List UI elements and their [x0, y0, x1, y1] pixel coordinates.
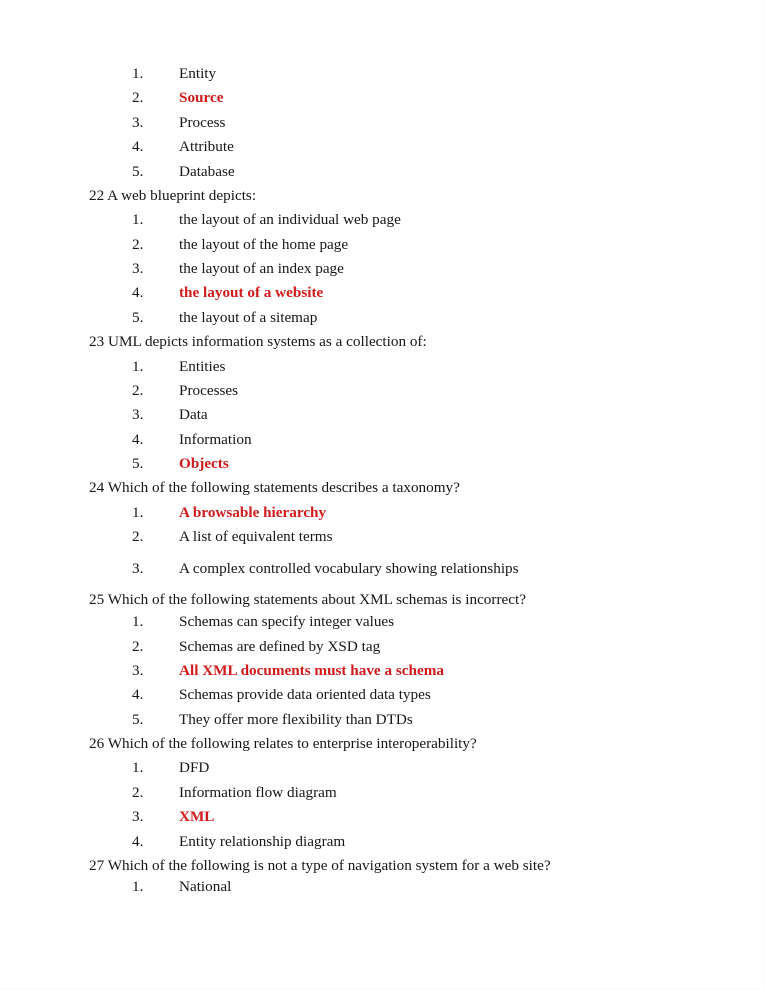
option-row[interactable]	[89, 428, 689, 452]
option-number: 1.	[132, 613, 144, 631]
option-number: 5.	[132, 308, 144, 326]
question-text: Which of the following statements about XML schemas is incorrect?	[107, 591, 526, 609]
option-row[interactable]	[89, 257, 689, 281]
question-text: UML depicts information systems as a collection of:	[107, 333, 427, 351]
question-number: 23	[89, 333, 105, 351]
option-number: 4.	[132, 138, 144, 156]
option-row[interactable]	[89, 708, 689, 732]
option-text: the layout of the home page	[179, 235, 349, 253]
option-text: Entity relationship diagram	[179, 832, 346, 850]
option-text: They offer more flexibility than DTDs	[179, 710, 413, 728]
option-row-correct[interactable]	[89, 281, 689, 305]
question-number: 22	[89, 186, 105, 204]
question-text: Which of the following relates to enterprise interoperability?	[107, 735, 477, 753]
option-text: Entity	[179, 65, 217, 82]
question-number: 24	[89, 479, 105, 497]
option-list	[89, 610, 689, 732]
option-number: 4.	[132, 284, 144, 302]
option-number: 3.	[132, 260, 144, 278]
option-text: Information	[179, 430, 252, 448]
question-heading	[89, 732, 689, 756]
option-row[interactable]	[89, 781, 689, 805]
option-text: Schemas are defined by XSD tag	[179, 637, 381, 655]
option-number: 3.	[132, 113, 144, 131]
question-heading	[89, 476, 689, 500]
option-text: Objects	[179, 455, 229, 473]
option-row[interactable]	[89, 306, 689, 330]
option-text: Attribute	[179, 138, 234, 156]
option-row[interactable]	[89, 635, 689, 659]
option-number: 1.	[132, 211, 144, 229]
option-row[interactable]	[89, 830, 689, 854]
option-number: 4.	[132, 686, 144, 704]
option-text: the layout of a website	[179, 284, 324, 302]
option-text: A complex controlled vocabulary showing relationships	[179, 560, 519, 578]
question-sheet-body	[89, 62, 689, 895]
option-number: 1.	[132, 759, 144, 777]
option-row[interactable]	[89, 135, 689, 159]
question-text: A web blueprint depicts:	[107, 186, 257, 204]
option-number: 2.	[132, 235, 144, 253]
option-number: 2.	[132, 783, 144, 801]
option-list	[89, 208, 689, 330]
option-number: 2.	[132, 528, 144, 546]
option-number: 3.	[132, 808, 144, 826]
option-number: 1.	[132, 357, 144, 375]
option-list	[89, 355, 689, 477]
option-number: 4.	[132, 430, 144, 448]
option-number: 1.	[132, 65, 144, 82]
option-row[interactable]	[89, 111, 689, 135]
option-row[interactable]	[89, 610, 689, 634]
option-row-correct[interactable]	[89, 86, 689, 110]
option-number: 5.	[132, 710, 144, 728]
option-number: 3.	[132, 661, 144, 679]
option-number: 3.	[132, 560, 144, 578]
option-row[interactable]	[89, 683, 689, 707]
option-text: A browsable hierarchy	[179, 503, 327, 521]
option-row[interactable]	[89, 355, 689, 379]
option-text: the layout of a sitemap	[179, 308, 318, 326]
option-row[interactable]	[89, 379, 689, 403]
option-text: Schemas provide data oriented data types	[179, 686, 431, 704]
option-text: Data	[179, 406, 208, 424]
option-text: XML	[179, 808, 215, 826]
option-number: 5.	[132, 455, 144, 473]
option-row[interactable]	[89, 403, 689, 427]
question-number: 27	[89, 856, 105, 874]
option-text: Source	[179, 89, 224, 107]
question-number: 25	[89, 591, 105, 609]
option-row-correct[interactable]	[89, 452, 689, 476]
option-row[interactable]	[89, 525, 689, 549]
option-number: 2.	[132, 381, 144, 399]
option-number: 2.	[132, 637, 144, 655]
option-text: DFD	[179, 759, 210, 777]
option-row[interactable]	[89, 160, 689, 184]
option-row-correct[interactable]	[89, 501, 689, 525]
option-row[interactable]	[89, 208, 689, 232]
option-text: Processes	[179, 381, 239, 399]
option-list	[89, 878, 689, 895]
option-row[interactable]	[89, 878, 689, 895]
option-row[interactable]	[89, 62, 689, 86]
option-row[interactable]	[89, 756, 689, 780]
option-list	[89, 501, 689, 589]
option-text: Schemas can specify integer values	[179, 613, 395, 631]
option-text: Process	[179, 113, 226, 131]
option-text: Database	[179, 162, 235, 180]
option-text: the layout of an index page	[179, 260, 344, 278]
question-text: Which of the following is not a type of navigation system for a web site?	[107, 856, 551, 874]
option-text: All XML documents must have a schema	[179, 661, 444, 679]
option-row[interactable]	[89, 233, 689, 257]
question-text: Which of the following statements describes a taxonomy?	[107, 479, 460, 497]
option-text: the layout of an individual web page	[179, 211, 401, 229]
option-text: National	[179, 878, 232, 896]
option-number: 1.	[132, 878, 144, 896]
option-number: 3.	[132, 406, 144, 424]
option-number: 2.	[132, 89, 144, 107]
option-text: Entities	[179, 357, 226, 375]
question-heading	[89, 330, 689, 354]
option-number: 4.	[132, 832, 144, 850]
option-list	[89, 756, 689, 854]
question-heading	[89, 184, 689, 208]
option-text: A list of equivalent terms	[179, 528, 333, 546]
option-number: 5.	[132, 162, 144, 180]
option-list	[89, 62, 689, 184]
option-text: Information flow diagram	[179, 783, 337, 801]
option-number: 1.	[132, 503, 144, 521]
option-row-correct[interactable]	[89, 805, 689, 829]
question-heading	[89, 854, 689, 878]
option-row[interactable]	[89, 550, 689, 590]
option-row-correct[interactable]	[89, 659, 689, 683]
question-number: 26	[89, 735, 105, 753]
question-heading	[89, 589, 689, 610]
